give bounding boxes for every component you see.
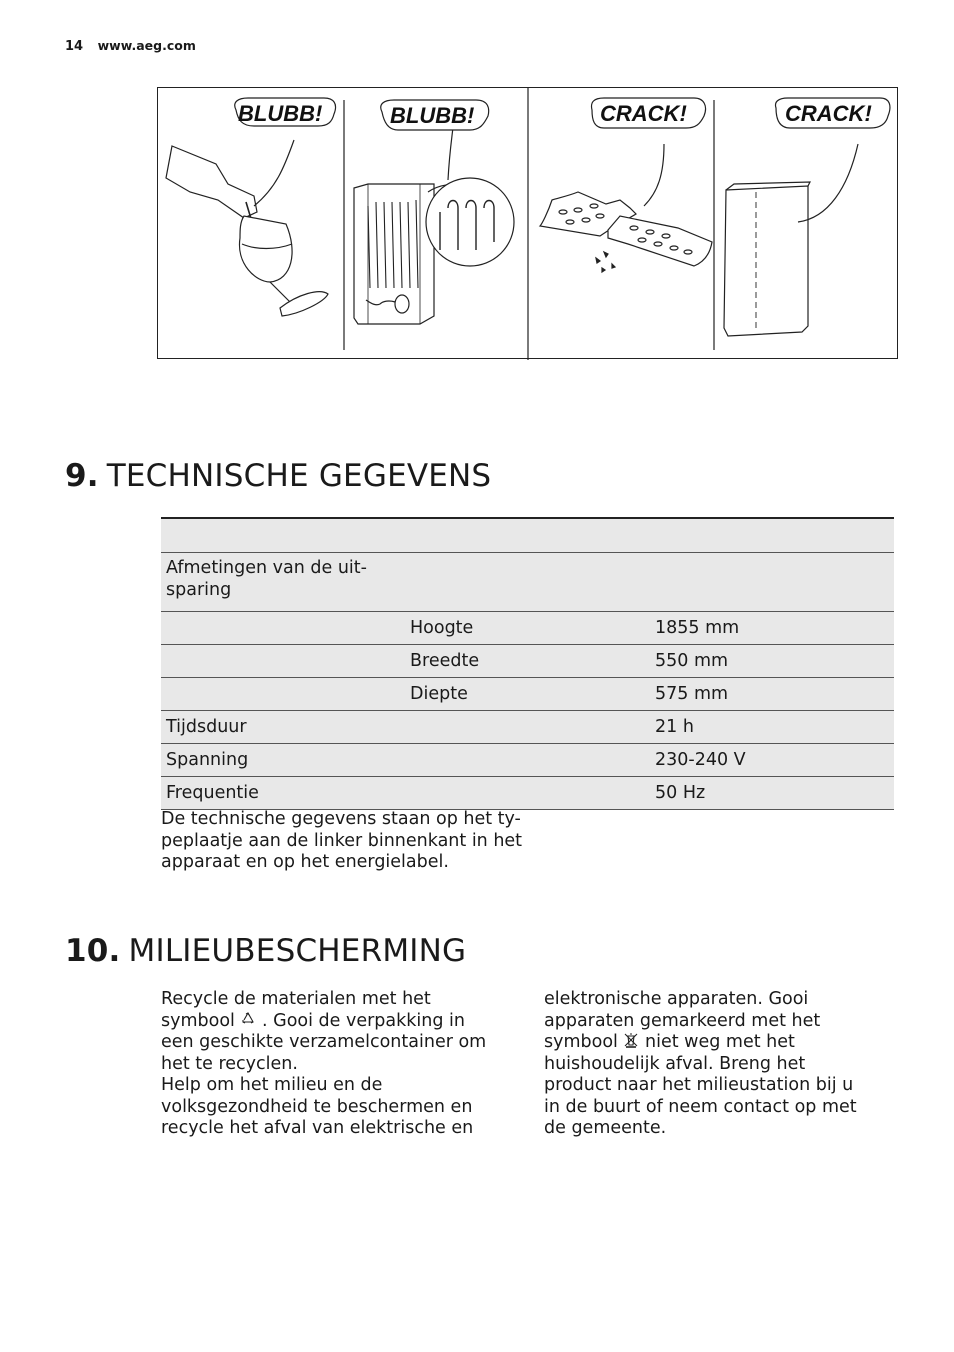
ice-tray-crack — [540, 144, 712, 272]
table-cell — [161, 645, 405, 678]
bubble-label-3: CRACK! — [600, 101, 687, 126]
bubble-label-4: CRACK! — [785, 101, 872, 126]
table-cell: Afmetingen van de uit- sparing — [161, 553, 405, 612]
text-after-bin: niet weg met het huishoudelijk afval. Breng het product naar het milieustation bij u in de buurt of neem contact op met de gemeente. — [544, 1032, 857, 1138]
recycle-icon — [240, 1011, 256, 1027]
table-cell: Spanning — [161, 744, 405, 777]
upright-freezer — [724, 144, 858, 336]
text-before-bin: elektronische apparaten. Gooi apparaten gemarkeerd met het symbool — [544, 989, 821, 1052]
bubble-label-1: BLUBB! — [238, 101, 323, 126]
fridge-back-coil — [354, 112, 514, 324]
crossed-bin-icon — [623, 1032, 639, 1048]
site-url: www.aeg.com — [97, 38, 196, 53]
table-row — [161, 678, 894, 711]
table-cell: Diepte — [405, 678, 650, 711]
table-cell: 550 mm — [650, 645, 894, 678]
table-cell: 230-240 V — [650, 744, 894, 777]
table-cell — [161, 678, 405, 711]
table-row — [161, 777, 894, 810]
section-number: 10. — [65, 933, 121, 969]
bubble-label-2: BLUBB! — [390, 103, 475, 128]
table-row — [161, 553, 894, 612]
table-cell: Breedte — [405, 645, 650, 678]
paragraph — [544, 989, 874, 1140]
table-header-cell — [405, 518, 650, 553]
page-header — [65, 38, 196, 54]
section-10-heading — [65, 933, 466, 969]
table-cell — [405, 777, 650, 810]
table-cell: 1855 mm — [650, 612, 894, 645]
table-cell — [405, 711, 650, 744]
text-after-recycle: . Gooi de verpakking in een geschikte verzamelcontainer om het te recyclen. Help om het milieu en de volksgezondheid te beschermen en recycle het afval van elektrische en — [161, 1010, 487, 1138]
table-cell: Tijdsduur — [161, 711, 405, 744]
section-title: MILIEUBESCHERMING — [128, 933, 467, 969]
table-row — [161, 645, 894, 678]
section-title: TECHNISCHE GEGEVENS — [106, 458, 492, 494]
illustration-drawing — [158, 88, 899, 360]
table-cell — [405, 744, 650, 777]
table-row — [161, 744, 894, 777]
table-header-row — [161, 518, 894, 553]
spec-table — [161, 517, 894, 810]
section-9-heading — [65, 458, 491, 494]
table-cell: Frequentie — [161, 777, 405, 810]
table-cell — [405, 553, 650, 612]
table-cell — [650, 553, 894, 612]
table-row — [161, 711, 894, 744]
table-cell — [161, 612, 405, 645]
section-number: 9. — [65, 458, 99, 494]
spec-note: De technische gegevens staan op het ty- peplaatje aan de linker binnenkant in het apparaat en op het energielabel. — [161, 809, 523, 872]
table-header-cell — [161, 518, 405, 553]
table-cell: 50 Hz — [650, 777, 894, 810]
table-cell: Hoogte — [405, 612, 650, 645]
wine-bottle-glass — [166, 140, 328, 316]
table-header-cell — [650, 518, 894, 553]
table-cell: 575 mm — [650, 678, 894, 711]
table-cell: 21 h — [650, 711, 894, 744]
noise-illustration — [157, 87, 898, 359]
text-before-recycle: Recycle de materialen met het symbool — [161, 989, 431, 1031]
table-row — [161, 612, 894, 645]
page-number: 14 — [65, 39, 84, 54]
environment-text-right — [544, 989, 874, 1140]
environment-text-left — [161, 989, 491, 1140]
paragraph — [161, 989, 491, 1140]
